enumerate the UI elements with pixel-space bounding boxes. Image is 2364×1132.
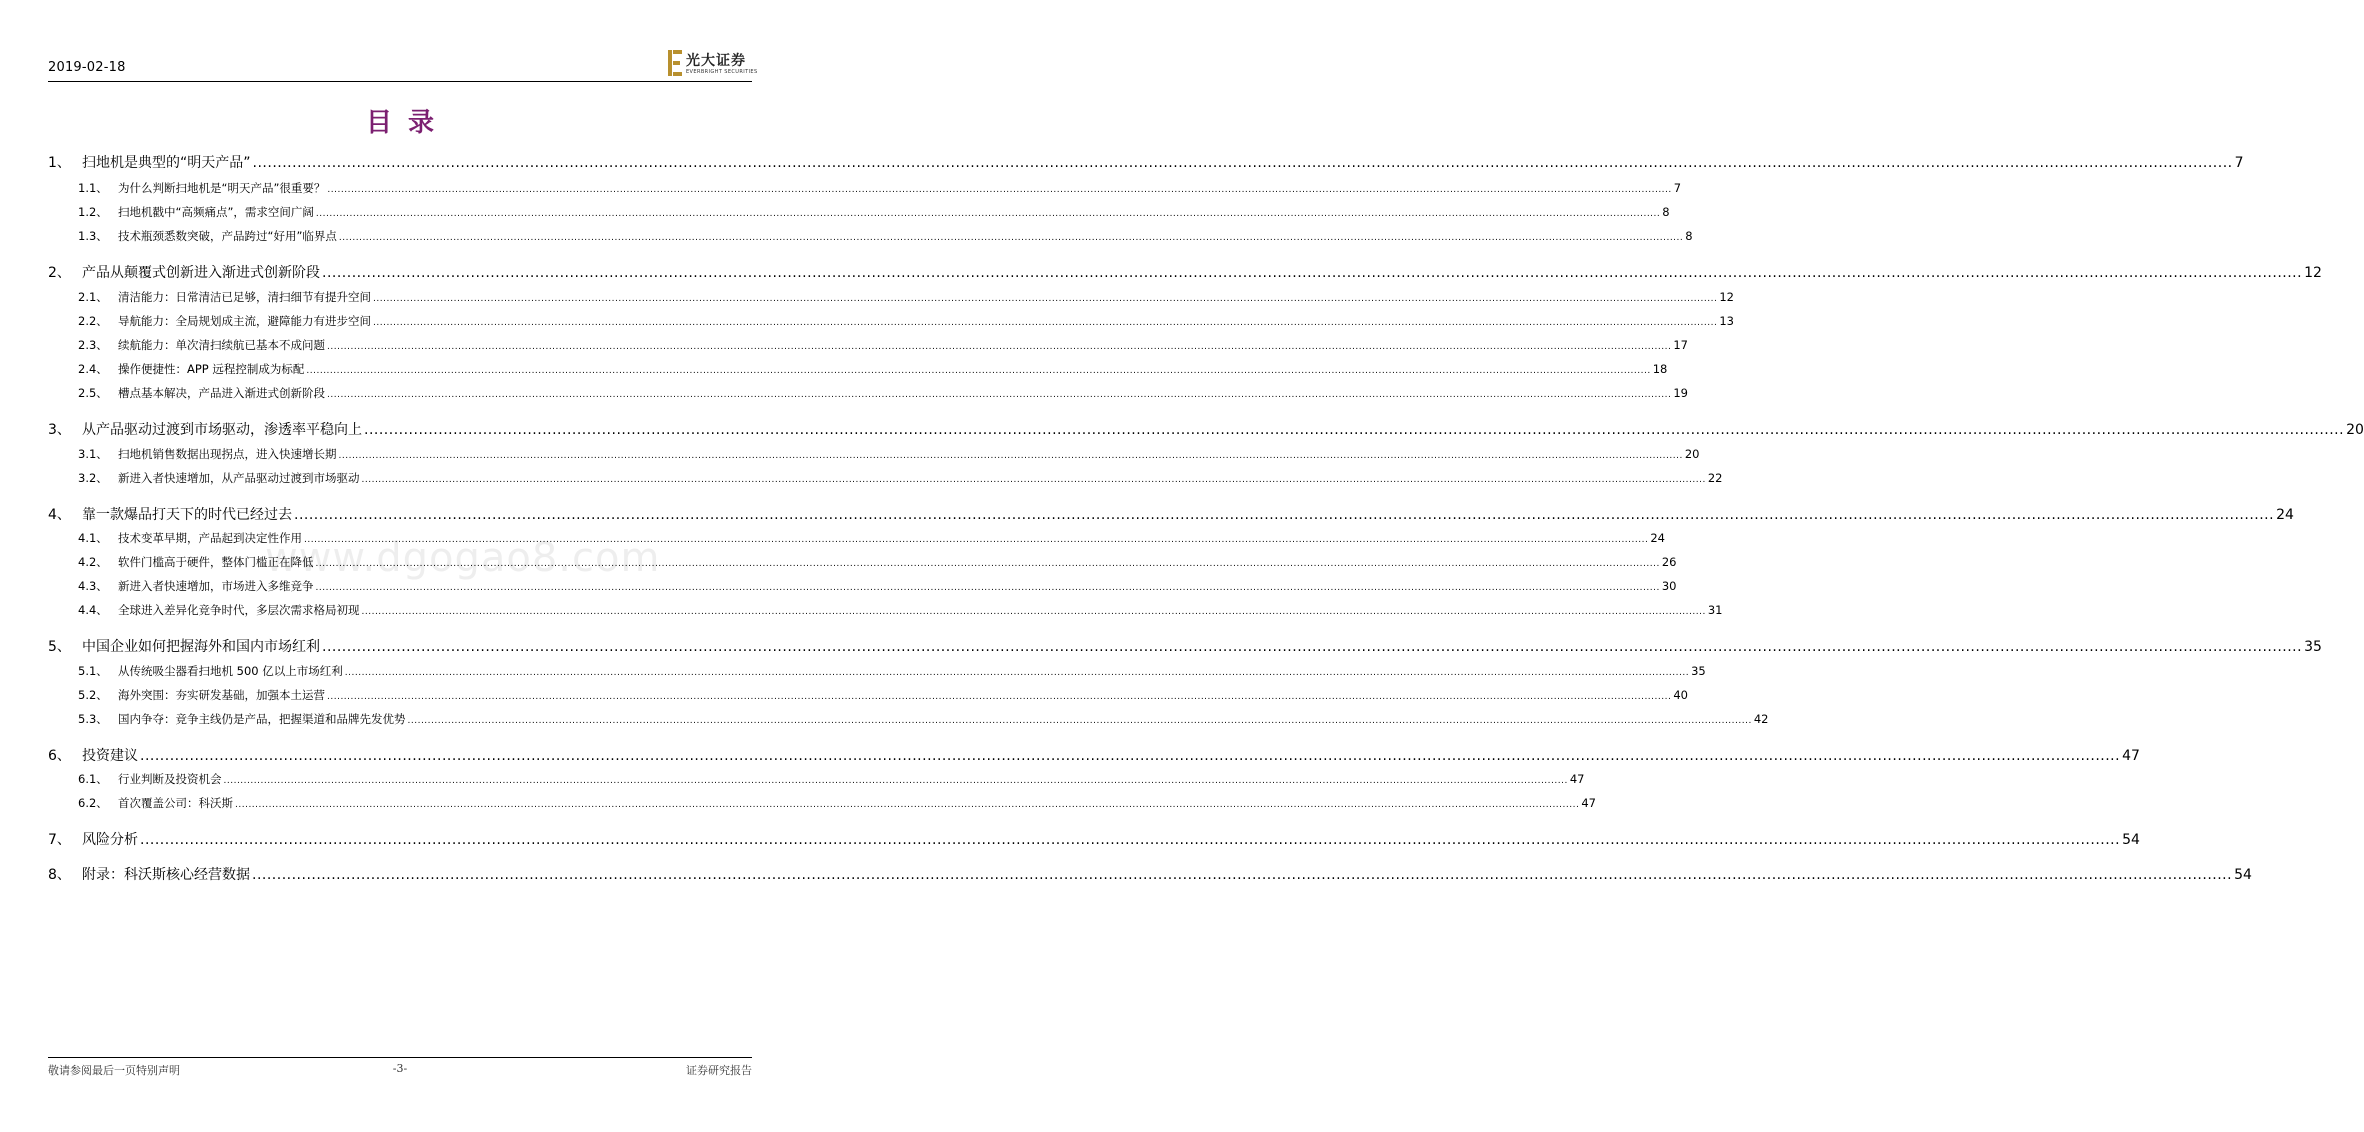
footer-report-type: 证券研究报告 (686, 1064, 752, 1077)
toc-entry-page: 12 (1719, 290, 1734, 304)
toc-entry-number: 6、 (48, 748, 71, 764)
toc-entry-page: 47 (2122, 748, 2140, 764)
toc-entry-number: 6.2、 (78, 796, 108, 810)
toc-dot-leader: ................................................................................................................................................................................................................................................................................................................................................................................................................ (344, 668, 1690, 678)
toc-entry-title: 技术变革早期，产品起到决定性作用 (118, 531, 302, 545)
toc-entry-number: 7、 (48, 832, 71, 848)
logo-chinese-name: 光大证券 (686, 53, 746, 69)
toc-entry-title: 风险分析 (82, 832, 138, 848)
toc-entry-page: 24 (1650, 531, 1665, 545)
toc-dot-leader: ................................................................................................................................................................................................................................................................................................................................................................................................................ (327, 185, 1672, 195)
toc-entry-number: 5.1、 (78, 664, 108, 678)
toc-entry-page: 8 (1662, 205, 1670, 219)
toc-section-entry[interactable] (78, 361, 1668, 377)
toc-entry-title: 扫地机销售数据出现拐点，进入快速增长期 (118, 447, 337, 461)
toc-entry-page: 54 (2122, 832, 2140, 848)
toc-entry-page: 54 (2234, 867, 2252, 883)
toc-entry-page: 17 (1673, 338, 1688, 352)
toc-entry-title: 从产品驱动过渡到市场驱动，渗透率平稳向上 (82, 422, 362, 438)
toc-entry-title: 槽点基本解决，产品进入渐进式创新阶段 (118, 386, 325, 400)
toc-entry-number: 2.2、 (78, 314, 108, 328)
toc-dot-leader: ................................................................................................................................................................................................................................................................................................................................................................................................................ (223, 776, 1568, 786)
toc-entry-page: 12 (2304, 265, 2322, 281)
toc-entry-title: 海外突围：夯实研发基础，加强本土运营 (118, 688, 325, 702)
toc-entry-title: 技术瓶颈悉数突破，产品跨过“好用”临界点 (118, 229, 337, 243)
toc-entry-title: 靠一款爆品打天下的时代已经过去 (82, 507, 292, 523)
toc-chapter-entry[interactable] (48, 504, 2294, 524)
toc-section-entry[interactable] (78, 578, 1677, 594)
toc-entry-title: 扫地机戳中“高频痛点”，需求空间广阔 (118, 205, 314, 219)
toc-entry-page: 40 (1673, 688, 1688, 702)
toc-dot-leader: ................................................................................................................................................................................................................................................................................................................................................................................................................ (407, 716, 1752, 726)
toc-chapter-entry[interactable] (48, 152, 2244, 172)
toc-entry-number: 4.3、 (78, 579, 108, 593)
toc-entry-number: 2.3、 (78, 338, 108, 352)
toc-entry-title: 扫地机是典型的“明天产品” (82, 155, 251, 171)
footer-divider (48, 1057, 752, 1058)
toc-entry-number: 4.1、 (78, 531, 108, 545)
toc-dot-leader: ................................................................................................................................................................................................................................................................................................................................................................................................................ (364, 422, 2345, 438)
toc-entry-title: 新进入者快速增加，市场进入多维竞争 (118, 579, 314, 593)
page-number: -3- (392, 1062, 408, 1075)
toc-chapter-entry[interactable] (48, 419, 2364, 439)
toc-chapter-entry[interactable] (48, 262, 2322, 282)
toc-entry-page: 26 (1661, 555, 1677, 569)
toc-entry-page: 35 (2304, 639, 2322, 655)
toc-section-entry[interactable] (78, 530, 1665, 546)
toc-dot-leader: ................................................................................................................................................................................................................................................................................................................................................................................................................ (338, 451, 1683, 461)
toc-entry-title: 附录：科沃斯核心经营数据 (82, 867, 250, 883)
toc-dot-leader: ................................................................................................................................................................................................................................................................................................................................................................................................................ (252, 867, 2233, 883)
toc-chapter-entry[interactable] (48, 745, 2140, 765)
toc-entry-number: 2.1、 (78, 290, 108, 304)
toc-section-entry[interactable] (78, 711, 1769, 727)
toc-chapter-entry[interactable] (48, 829, 2140, 849)
toc-dot-leader: ................................................................................................................................................................................................................................................................................................................................................................................................................ (306, 366, 1651, 376)
toc-entry-title: 续航能力：单次清扫续航已基本不成问题 (118, 338, 325, 352)
toc-entry-number: 2.4、 (78, 362, 108, 376)
toc-entry-page: 8 (1685, 229, 1693, 243)
toc-dot-leader: ................................................................................................................................................................................................................................................................................................................................................................................................................ (327, 342, 1672, 352)
toc-dot-leader: ................................................................................................................................................................................................................................................................................................................................................................................................................ (315, 583, 1660, 593)
toc-entry-number: 5、 (48, 639, 71, 655)
toc-entry-number: 5.2、 (78, 688, 108, 702)
toc-entry-number: 2.5、 (78, 386, 108, 400)
toc-section-entry[interactable] (78, 289, 1734, 305)
toc-section-entry[interactable] (78, 313, 1734, 329)
toc-entry-page: 19 (1673, 386, 1688, 400)
toc-section-entry[interactable] (78, 446, 1700, 462)
toc-dot-leader: ................................................................................................................................................................................................................................................................................................................................................................................................................ (315, 559, 1660, 569)
toc-entry-number: 8、 (48, 867, 71, 883)
toc-entry-number: 6.1、 (78, 772, 108, 786)
toc-entry-title: 导航能力：全局规划成主流，避障能力有进步空间 (118, 314, 371, 328)
toc-dot-leader: ................................................................................................................................................................................................................................................................................................................................................................................................................ (294, 507, 2275, 523)
footer-disclaimer: 敬请参阅最后一页特别声明 (48, 1064, 180, 1077)
toc-entry-title: 中国企业如何把握海外和国内市场红利 (82, 639, 320, 655)
toc-entry-number: 1、 (48, 155, 71, 171)
toc-section-entry[interactable] (78, 385, 1688, 401)
logo-english-name: EVERBRIGHT SECURITIES (686, 69, 758, 75)
toc-entry-title: 为什么判断扫地机是“明天产品”很重要？ (118, 181, 326, 195)
toc-entry-page: 31 (1707, 603, 1723, 617)
report-date: 2019-02-18 (48, 60, 126, 75)
toc-section-entry[interactable] (78, 204, 1670, 220)
toc-dot-leader: ................................................................................................................................................................................................................................................................................................................................................................................................................ (373, 294, 1718, 304)
toc-entry-page: 18 (1652, 362, 1668, 376)
page-title: 目录 (365, 108, 450, 138)
toc-entry-title: 全球进入差异化竞争时代，多层次需求格局初现 (118, 603, 360, 617)
toc-entry-title: 投资建议 (82, 748, 138, 764)
toc-dot-leader: ................................................................................................................................................................................................................................................................................................................................................................................................................ (252, 155, 2233, 171)
toc-entry-page: 7 (1673, 181, 1682, 195)
toc-entry-number: 1.2、 (78, 205, 108, 219)
toc-dot-leader: ................................................................................................................................................................................................................................................................................................................................................................................................................ (373, 318, 1718, 328)
toc-entry-title: 操作便捷性：APP 远程控制成为标配 (118, 362, 305, 376)
toc-entry-page: 20 (1684, 447, 1700, 461)
toc-entry-number: 4.2、 (78, 555, 108, 569)
toc-section-entry[interactable] (78, 795, 1596, 811)
toc-entry-page: 22 (1707, 471, 1723, 485)
toc-entry-title: 首次覆盖公司：科沃斯 (118, 796, 233, 810)
toc-dot-leader: ................................................................................................................................................................................................................................................................................................................................................................................................................ (322, 639, 2303, 655)
toc-entry-page: 20 (2346, 422, 2364, 438)
toc-dot-leader: ................................................................................................................................................................................................................................................................................................................................................................................................................ (140, 748, 2121, 764)
toc-entry-number: 5.3、 (78, 712, 108, 726)
toc-entry-page: 47 (1581, 796, 1596, 810)
toc-dot-leader: ................................................................................................................................................................................................................................................................................................................................................................................................................ (315, 209, 1661, 219)
toc-entry-number: 1.1、 (78, 181, 108, 195)
toc-chapter-entry[interactable] (48, 864, 2252, 884)
toc-dot-leader: ................................................................................................................................................................................................................................................................................................................................................................................................................ (327, 390, 1672, 400)
toc-section-entry[interactable] (78, 180, 1682, 196)
toc-entry-title: 从传统吸尘器看扫地机 500 亿以上市场红利 (118, 664, 343, 678)
toc-dot-leader: ................................................................................................................................................................................................................................................................................................................................................................................................................ (304, 535, 1649, 545)
toc-section-entry[interactable] (78, 337, 1688, 353)
toc-entry-number: 4、 (48, 507, 71, 523)
toc-entry-number: 3.1、 (78, 447, 108, 461)
toc-dot-leader: ................................................................................................................................................................................................................................................................................................................................................................................................................ (338, 233, 1684, 243)
toc-entry-title: 国内争夺：竞争主线仍是产品，把握渠道和品牌先发优势 (118, 712, 406, 726)
toc-entry-title: 软件门槛高于硬件，整体门槛正在降低 (118, 555, 314, 569)
toc-entry-page: 35 (1691, 664, 1706, 678)
toc-entry-number: 3.2、 (78, 471, 108, 485)
toc-entry-page: 47 (1569, 772, 1585, 786)
toc-dot-leader: ................................................................................................................................................................................................................................................................................................................................................................................................................ (235, 800, 1580, 810)
toc-section-entry[interactable] (78, 554, 1677, 570)
toc-entry-number: 2、 (48, 265, 71, 281)
toc-section-entry[interactable] (78, 470, 1723, 486)
toc-dot-leader: ................................................................................................................................................................................................................................................................................................................................................................................................................ (361, 475, 1706, 485)
toc-chapter-entry[interactable] (48, 636, 2322, 656)
toc-entry-title: 产品从颠覆式创新进入渐进式创新阶段 (82, 265, 320, 281)
toc-entry-number: 3、 (48, 422, 71, 438)
toc-entry-page: 24 (2276, 507, 2294, 523)
toc-entry-title: 行业判断及投资机会 (118, 772, 222, 786)
toc-dot-leader: ................................................................................................................................................................................................................................................................................................................................................................................................................ (140, 832, 2121, 848)
toc-section-entry[interactable] (78, 602, 1723, 618)
toc-dot-leader: ................................................................................................................................................................................................................................................................................................................................................................................................................ (327, 692, 1672, 702)
toc-entry-number: 1.3、 (78, 229, 108, 243)
toc-entry-page: 7 (2234, 155, 2244, 171)
toc-entry-number: 4.4、 (78, 603, 108, 617)
toc-entry-title: 新进入者快速增加，从产品驱动过渡到市场驱动 (118, 471, 360, 485)
toc-entry-page: 13 (1719, 314, 1734, 328)
watermark: www.dgogao8.com (265, 535, 661, 581)
toc-entry-title: 清洁能力：日常清洁已足够，清扫细节有提升空间 (118, 290, 371, 304)
toc-entry-page: 42 (1753, 712, 1769, 726)
toc-dot-leader: ................................................................................................................................................................................................................................................................................................................................................................................................................ (361, 607, 1706, 617)
toc-section-entry[interactable] (78, 771, 1585, 787)
toc-section-entry[interactable] (78, 687, 1688, 703)
toc-section-entry[interactable] (78, 663, 1706, 679)
toc-dot-leader: ................................................................................................................................................................................................................................................................................................................................................................................................................ (322, 265, 2303, 281)
toc-entry-page: 30 (1661, 579, 1677, 593)
toc-section-entry[interactable] (78, 228, 1693, 244)
